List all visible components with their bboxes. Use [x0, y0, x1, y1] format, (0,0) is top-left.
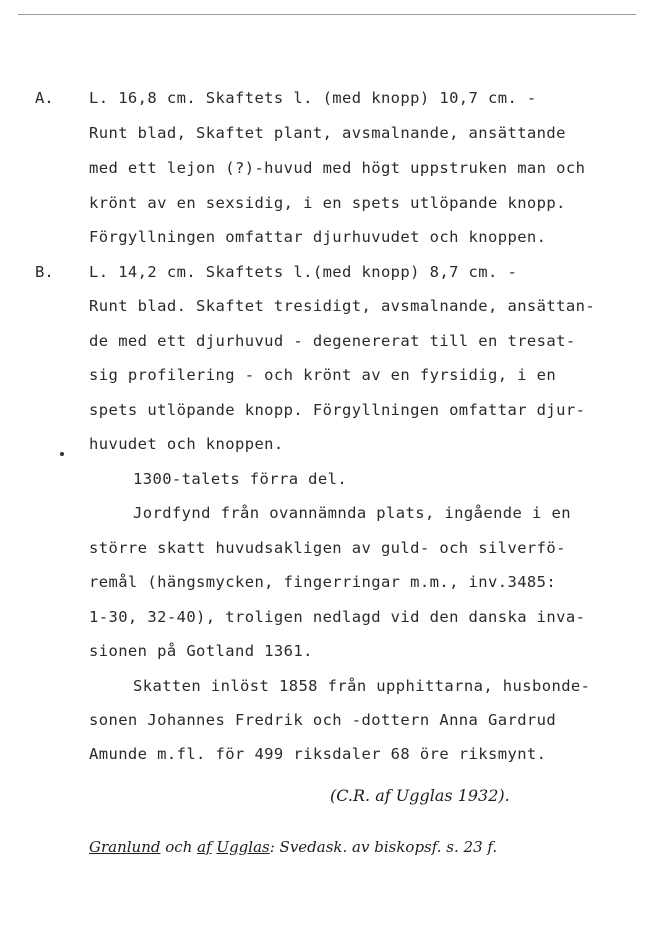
- find-paragraph-line-2: större skatt huvudsakligen av guld- och silverfö-: [89, 539, 566, 557]
- reference-och: och: [165, 838, 193, 856]
- reference-af: af: [197, 838, 212, 856]
- reference-author-granlund: Granlund: [89, 838, 161, 856]
- handwritten-reference: [89, 838, 497, 856]
- entry-marker-b: B.: [35, 263, 54, 281]
- entry-a-line-2: Runt blad, Skaftet plant, avsmalnande, ansättande: [89, 124, 566, 142]
- entry-b-line-6: huvudet och knoppen.: [89, 435, 284, 453]
- reference-author-ugglas: Ugglas: [216, 838, 270, 856]
- entry-b-line-1: L. 14,2 cm. Skaftets l.(med knopp) 8,7 cm. -: [89, 263, 518, 281]
- dating-line: 1300-talets förra del.: [133, 470, 348, 488]
- top-rule: [18, 14, 636, 15]
- redemption-paragraph-line-1: Skatten inlöst 1858 från upphittarna, husbonde-: [133, 677, 591, 695]
- entry-b-line-4: sig profilering - och krönt av en fyrsidig, i en: [89, 366, 557, 384]
- redemption-paragraph-line-3: Amunde m.fl. för 499 riksdaler 68 öre riksmynt.: [89, 745, 547, 763]
- entry-a-line-3: med ett lejon (?)-huvud med högt uppstruken man och: [89, 159, 586, 177]
- entry-a-line-4: krönt av en sexsidig, i en spets utlöpande knopp.: [89, 194, 566, 212]
- redemption-paragraph-line-2: sonen Johannes Fredrik och -dottern Anna Gardrud: [89, 711, 557, 729]
- entry-b-line-5: spets utlöpande knopp. Förgyllningen omfattar djur-: [89, 401, 586, 419]
- find-paragraph-line-4: 1-30, 32-40), troligen nedlagd vid den danska inva-: [89, 608, 586, 626]
- find-paragraph-line-1: Jordfynd från ovannämnda plats, ingående i en: [133, 504, 571, 522]
- entry-a-line-5: Förgyllningen omfattar djurhuvudet och knoppen.: [89, 228, 547, 246]
- find-paragraph-line-3: remål (hängsmycken, fingerringar m.m., inv.3485:: [89, 573, 557, 591]
- entry-marker-a: A.: [35, 89, 54, 107]
- margin-dot: [60, 452, 64, 456]
- find-paragraph-line-5: sionen på Gotland 1361.: [89, 642, 313, 660]
- entry-b-line-3: de med ett djurhuvud - degenererat till en tresat-: [89, 332, 576, 350]
- handwritten-attribution: (C.R. af Ugglas 1932).: [330, 786, 510, 805]
- entry-b-line-2: Runt blad. Skaftet tresidigt, avsmalnande, ansättan-: [89, 297, 596, 315]
- entry-a-line-1: L. 16,8 cm. Skaftets l. (med knopp) 10,7 cm. -: [89, 89, 537, 107]
- reference-title: : Svedask. av biskopsf. s. 23 f.: [269, 838, 498, 856]
